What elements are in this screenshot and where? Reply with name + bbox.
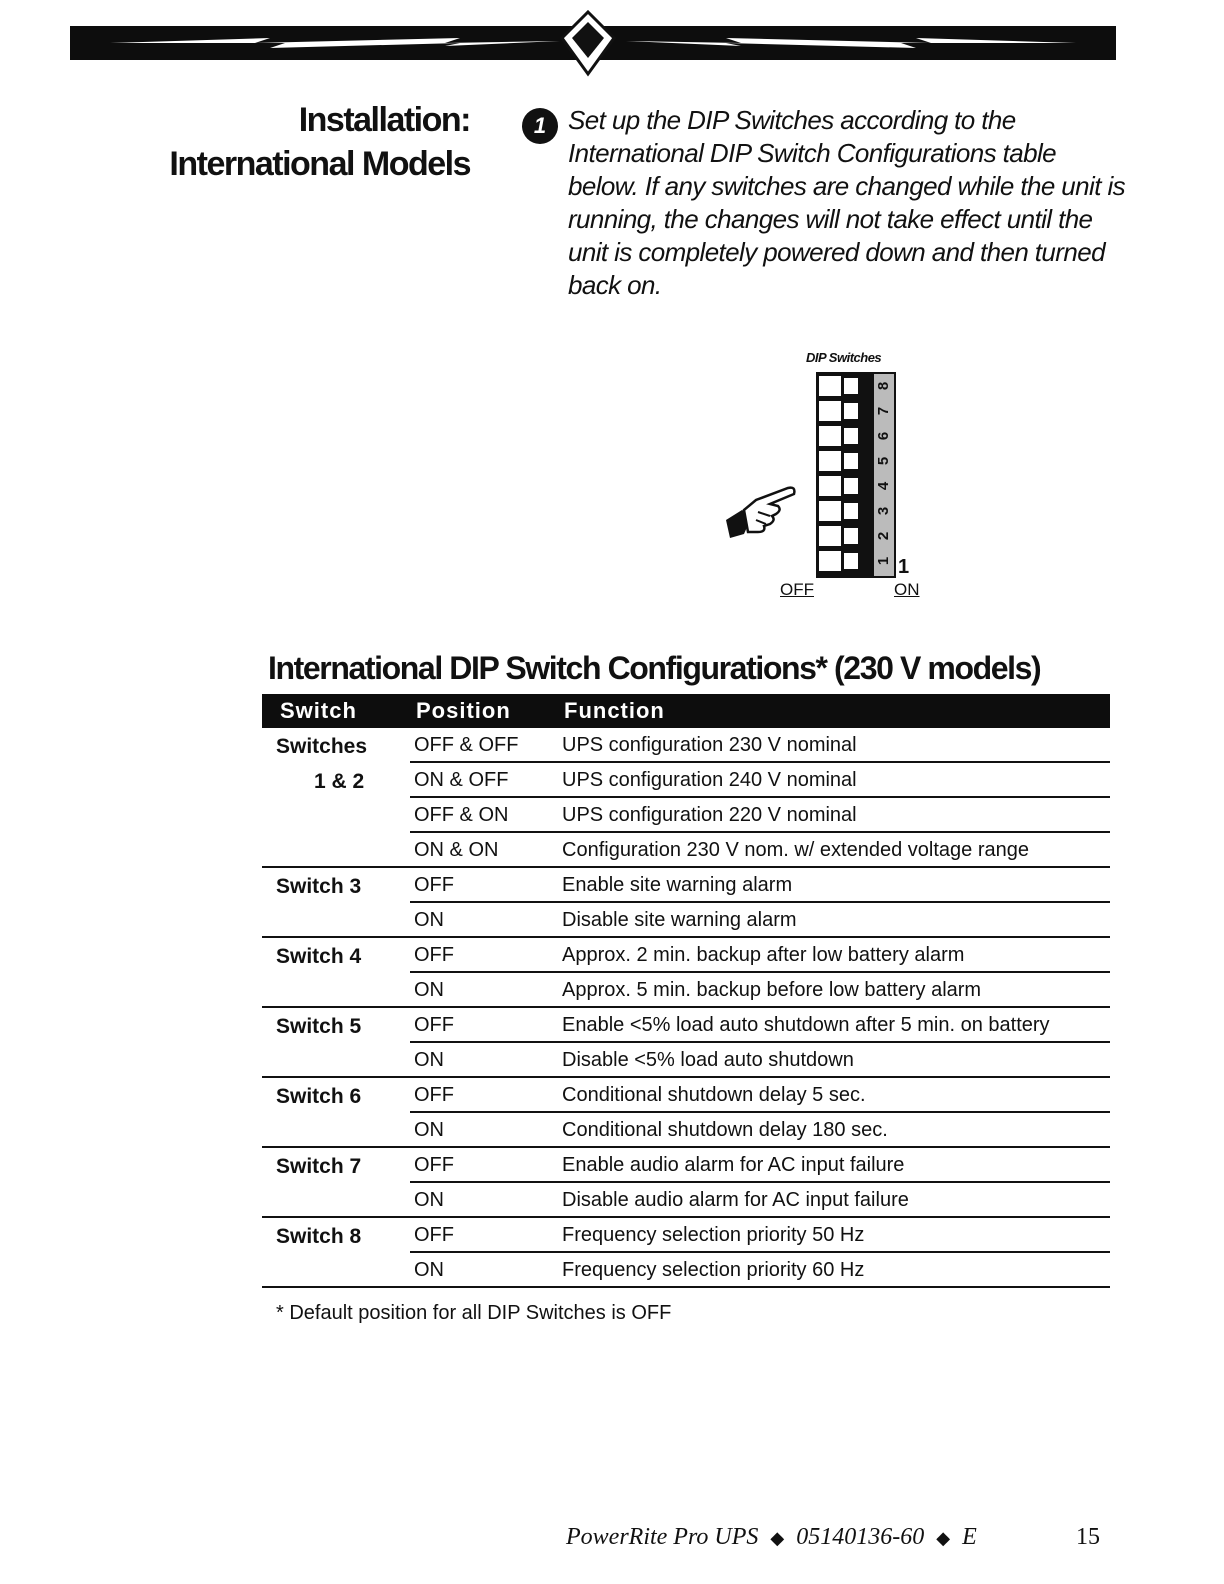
dip-switch-knob	[844, 553, 858, 569]
header-position: Position	[416, 698, 511, 723]
table-row	[262, 1183, 1110, 1218]
row-switch: Switch 4	[276, 945, 362, 968]
row-position: OFF	[414, 1224, 454, 1246]
dip-switch-number: 1	[874, 556, 892, 566]
dip-switch-number: 3	[874, 506, 892, 516]
header-function: Function	[564, 698, 665, 723]
heading-line-2: International Models	[169, 145, 470, 183]
table-row	[262, 1113, 1110, 1148]
row-function: Conditional shutdown delay 5 sec.	[562, 1084, 866, 1106]
row-function: Configuration 230 V nom. w/ extended voltage range	[562, 839, 1029, 861]
dip-switch-knob	[844, 503, 858, 519]
row-function: UPS configuration 220 V nominal	[562, 804, 857, 826]
dip-switch-knob	[844, 478, 858, 494]
step-number-badge: 1	[522, 108, 558, 144]
row-function: Frequency selection priority 50 Hz	[562, 1224, 865, 1246]
dip-switch-number: 2	[874, 531, 892, 541]
row-position: OFF & OFF	[414, 734, 519, 756]
pointing-hand-icon	[722, 476, 802, 546]
dip-switch-8	[819, 376, 841, 396]
footer-diamond-icon: ◆	[936, 1528, 951, 1548]
row-function: Disable audio alarm for AC input failure	[562, 1189, 909, 1211]
dip-switch-6	[819, 426, 841, 446]
row-position: OFF	[414, 944, 454, 966]
table-title: International DIP Switch Configurations* (230 V models)	[268, 650, 1041, 686]
dip-switch-number: 8	[874, 381, 892, 391]
row-switch: 1 & 2	[314, 770, 365, 793]
table-row	[262, 938, 1110, 973]
row-switch: Switch 7	[276, 1155, 362, 1178]
dip-switch-knob	[844, 528, 858, 544]
dip-switches-label: DIP Switches	[806, 350, 882, 365]
dip-config-table	[262, 694, 1110, 1288]
table-row	[262, 1148, 1110, 1183]
row-position: ON	[414, 1189, 444, 1211]
row-function: Enable audio alarm for AC input failure	[562, 1154, 905, 1176]
row-position: ON	[414, 1259, 444, 1281]
dip-switch-number: 6	[874, 431, 892, 441]
row-function: Enable site warning alarm	[562, 874, 793, 896]
table-row	[262, 973, 1110, 1008]
row-function: UPS configuration 240 V nominal	[562, 769, 857, 791]
dip-switch-knob	[844, 428, 858, 444]
row-position: OFF	[414, 1154, 454, 1176]
row-function: Disable site warning alarm	[562, 909, 797, 931]
dip-switch-knob	[844, 453, 858, 469]
table-footnote: * Default position for all DIP Switches is OFF	[276, 1302, 672, 1324]
table-row	[262, 728, 1110, 763]
row-position: ON & OFF	[414, 769, 509, 791]
row-position: ON	[414, 1119, 444, 1141]
row-position: ON	[414, 909, 444, 931]
row-position: OFF	[414, 1084, 454, 1106]
header-switch: Switch	[280, 698, 357, 723]
row-switch: Switch 6	[276, 1085, 362, 1108]
row-position: ON	[414, 979, 444, 1001]
row-function: Frequency selection priority 60 Hz	[562, 1259, 865, 1281]
footer-part-number: 05140136-60	[796, 1524, 925, 1550]
table-row	[262, 868, 1110, 903]
row-function: Conditional shutdown delay 180 sec.	[562, 1119, 888, 1141]
dip-switch-3	[819, 501, 841, 521]
dip-switch-2	[819, 526, 841, 546]
dip-switch-knob	[844, 378, 858, 394]
table-row	[262, 833, 1110, 868]
row-function: Disable <5% load auto shutdown	[562, 1049, 854, 1071]
dip-switch-4	[819, 476, 841, 496]
footer-product: PowerRite Pro UPS	[566, 1524, 759, 1550]
table-row	[262, 1078, 1110, 1113]
row-switch: Switch 3	[276, 875, 362, 898]
table-row	[262, 1218, 1110, 1253]
dip-switch-knob	[844, 403, 858, 419]
table-row	[262, 763, 1110, 798]
row-position: OFF	[414, 1014, 454, 1036]
page-number: 15	[1076, 1524, 1100, 1550]
dip-switch-5	[819, 451, 841, 471]
dip-switch-number: 5	[874, 456, 892, 466]
on-label: ON	[894, 580, 920, 599]
table-row	[262, 1008, 1110, 1043]
row-switch: Switch 8	[276, 1225, 362, 1248]
switch-one-label: 1	[898, 556, 910, 578]
row-function: Approx. 2 min. backup after low battery alarm	[562, 944, 965, 966]
dip-switch-7	[819, 401, 841, 421]
row-position: ON & ON	[414, 839, 499, 861]
row-position: OFF & ON	[414, 804, 509, 826]
row-function: Enable <5% load auto shutdown after 5 min. on battery	[562, 1014, 1050, 1036]
row-position: OFF	[414, 874, 454, 896]
dip-switch-number: 4	[874, 481, 892, 491]
dip-switch-1	[819, 551, 841, 571]
dip-switch-number: 7	[874, 406, 892, 416]
row-switch: Switch 5	[276, 1015, 362, 1038]
table-header-row	[262, 694, 1110, 728]
row-divider	[262, 1286, 1110, 1288]
table-row	[262, 1253, 1110, 1288]
row-function: UPS configuration 230 V nominal	[562, 734, 857, 756]
heading-line-1: Installation:	[298, 101, 470, 139]
row-function: Approx. 5 min. backup before low battery alarm	[562, 979, 982, 1001]
off-label: OFF	[780, 580, 814, 599]
step-instructions: Set up the DIP Switches according to the International DIP Switch Configurations table below. If any switches are changed while the unit is running, the changes will not take effect until the unit is completely powered down and then turned back on.	[568, 105, 1126, 300]
table-row	[262, 903, 1110, 938]
row-switch: Switches	[276, 735, 368, 758]
table-row	[262, 798, 1110, 833]
row-position: ON	[414, 1049, 444, 1071]
footer-diamond-icon: ◆	[770, 1528, 785, 1548]
page-heading	[169, 98, 470, 186]
dip-switch-diagram	[816, 372, 896, 582]
table-row	[262, 1043, 1110, 1078]
page-footer	[566, 1524, 977, 1551]
diamond-logo-icon	[558, 8, 618, 78]
footer-language: E	[962, 1524, 977, 1550]
